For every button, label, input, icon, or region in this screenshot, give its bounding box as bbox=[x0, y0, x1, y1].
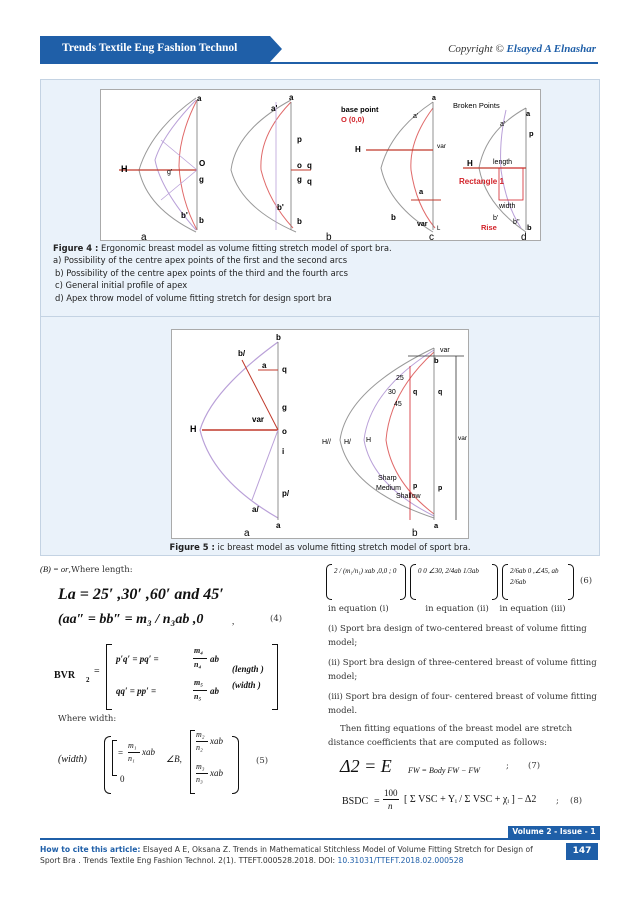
label-rectangle: Rectangle 1 bbox=[459, 177, 504, 186]
label-a-prime: a' bbox=[500, 121, 506, 128]
figure-4-caption bbox=[53, 242, 593, 304]
eq7-lhs: Δ2 = E bbox=[340, 756, 392, 776]
label-b-prime: b' bbox=[181, 211, 188, 220]
bvr-row1-term: ab bbox=[210, 654, 219, 664]
label-b: b bbox=[434, 356, 439, 365]
page-number: 147 bbox=[566, 843, 598, 860]
width-fraction-bar-3 bbox=[196, 773, 208, 774]
copyright bbox=[448, 43, 596, 55]
figure-5 bbox=[40, 316, 600, 556]
label-a: a bbox=[526, 109, 531, 118]
figure-5-label: Figure 5 : bbox=[169, 542, 215, 552]
equation-4-number: (4) bbox=[270, 614, 283, 624]
width-equation bbox=[40, 728, 300, 798]
equation-aa-comma: , bbox=[232, 616, 235, 626]
width-angle-B: ∠B, bbox=[166, 754, 182, 764]
intro-text: ,Where length: bbox=[68, 565, 133, 575]
panel-letter-a: a bbox=[141, 232, 147, 240]
label-L: L bbox=[437, 226, 441, 232]
eq8-semicolon: ; bbox=[556, 796, 559, 806]
width-fraction-bar-1 bbox=[128, 752, 140, 753]
bvr-row2-m: m₅ bbox=[194, 678, 204, 687]
eq6-brace-a-right bbox=[400, 564, 406, 600]
figure-4-drawing bbox=[101, 90, 540, 240]
eq7-subscript: FW = Body FW − FW bbox=[408, 766, 480, 775]
label-q: q bbox=[413, 389, 418, 396]
width-xab2: xab bbox=[210, 736, 223, 746]
figure-5-drawing bbox=[172, 330, 468, 538]
label-p: p bbox=[297, 135, 302, 144]
volume-badge: Volume 2 - Issue - 1 bbox=[508, 826, 600, 838]
label-broken-points: Broken Points bbox=[453, 101, 500, 110]
bvr-equals: = bbox=[94, 666, 100, 677]
label-H1: H/ bbox=[344, 439, 351, 446]
label-q: q bbox=[282, 365, 287, 374]
bvr-equation bbox=[54, 642, 304, 712]
label-a: a bbox=[289, 93, 294, 102]
eq7-semicolon: ; bbox=[506, 761, 509, 771]
label-b-prime: b/ bbox=[238, 349, 246, 358]
eq6-brace-b-right bbox=[492, 564, 498, 600]
eq6-part-a: 2 / (m₁/n₁) xab ,0,0 ; 0 bbox=[334, 567, 397, 575]
figure-5-caption bbox=[41, 541, 599, 553]
label-q2: q bbox=[438, 389, 443, 396]
bvr-width: (width ) bbox=[232, 680, 261, 690]
label-b-c: b bbox=[391, 213, 396, 222]
label-p: p bbox=[413, 483, 418, 490]
equation-8 bbox=[330, 786, 598, 820]
label-a-prime: a/ bbox=[252, 505, 259, 514]
label-a-prime: a' bbox=[271, 104, 278, 113]
in-equation-ii: in equation (ii) bbox=[425, 604, 489, 614]
label-origin: O (0,0) bbox=[341, 115, 365, 124]
bvr-row1: p′q′ = pq′ = bbox=[116, 654, 159, 664]
bvr-row2-n: n₅ bbox=[194, 692, 202, 701]
eq6-part-b: 0 0 ∠30, 2/4ab 1/3ab bbox=[418, 567, 479, 575]
figure-4-panel-a bbox=[119, 94, 205, 232]
label-45: 45 bbox=[394, 401, 402, 408]
label-o: o bbox=[297, 161, 302, 170]
figure-4-label: Figure 4 : bbox=[53, 243, 99, 253]
width-brace-right bbox=[232, 736, 239, 794]
in-equation-row bbox=[328, 602, 598, 616]
width-label: (width) bbox=[58, 754, 87, 765]
label-var2: var bbox=[417, 221, 428, 228]
figure-4-line-c: c) General initial profile of apex bbox=[55, 280, 188, 291]
label-b: b bbox=[276, 333, 281, 342]
label-p2: p bbox=[438, 485, 443, 492]
width-m2: m₂ bbox=[196, 730, 205, 739]
equation-5-number: (5) bbox=[256, 756, 269, 766]
width-brace-left bbox=[104, 736, 111, 794]
label-var: var bbox=[252, 415, 265, 424]
eq6-brace-c-left bbox=[502, 564, 508, 600]
label-a-c: a bbox=[419, 187, 424, 196]
equation-7 bbox=[330, 756, 598, 780]
bvr-row2-term: ab bbox=[210, 686, 219, 696]
label-b-dprime: b'' bbox=[513, 219, 520, 226]
width-equals: = bbox=[118, 748, 124, 758]
width-bracket-inner bbox=[112, 740, 117, 776]
width-n2: n₂ bbox=[196, 743, 203, 752]
label-a: a bbox=[434, 521, 439, 530]
label-a-prime: a' bbox=[413, 113, 419, 120]
eq8-fraction-bar bbox=[383, 799, 399, 800]
panel-letter-b: b bbox=[326, 232, 332, 240]
figure-4-line-d: d) Apex throw model of volume fitting stretch for design sport bra bbox=[55, 292, 332, 303]
eq6-brace-a-left bbox=[326, 564, 332, 600]
label-H: H bbox=[190, 424, 197, 434]
item-i: (i) Sport bra design of two-centered breast of volume fitting model; bbox=[328, 624, 587, 648]
label-H: H bbox=[355, 145, 361, 154]
citation-text: Elsayed A E, Oksana Z. Trends in Mathematical Stitchless Model of Volume Fitting Stretch for Design of Sport Bra . Trends Textile Eng Fashion Technol. 2(1). TTEFT.000528.2018. DOI: bbox=[40, 845, 533, 865]
bvr-subscript: 2 bbox=[86, 676, 90, 684]
label-shallow: Shallow bbox=[396, 493, 421, 500]
figure-5-title: ic breast model as volume fitting stretch model of sport bra. bbox=[217, 542, 471, 552]
equation-8-number: (8) bbox=[570, 796, 583, 806]
figure-4-panel-d bbox=[453, 101, 534, 232]
label-g-prime: g' bbox=[167, 169, 173, 176]
construct-line bbox=[252, 430, 278, 500]
eq6-brace-c-right bbox=[568, 564, 574, 600]
label-p: p bbox=[529, 129, 534, 138]
eq8-equals: = bbox=[374, 796, 380, 807]
eq8-frac-num: 100 bbox=[384, 788, 398, 798]
figure-4-panel-c bbox=[341, 95, 447, 232]
label-width: width bbox=[499, 203, 516, 210]
figure-5-panel-b bbox=[322, 347, 468, 530]
label-g: g bbox=[297, 175, 302, 184]
label-H: H bbox=[467, 159, 473, 168]
intro-equation: (B) = or bbox=[40, 564, 69, 574]
label-medium: Medium bbox=[376, 485, 401, 492]
figure-4-image bbox=[100, 89, 541, 241]
intro-line bbox=[40, 562, 133, 577]
bvr-row2: qq′ = pp′ = bbox=[116, 686, 157, 696]
panel-letter-b: b bbox=[412, 528, 418, 538]
label-g: g bbox=[282, 403, 287, 412]
figure-4 bbox=[40, 79, 600, 319]
label-i: i bbox=[282, 447, 285, 456]
panel-letter-c: c bbox=[429, 232, 434, 240]
label-var: var bbox=[440, 347, 450, 354]
where-width: Where width: bbox=[58, 714, 117, 724]
width-n3: n₃ bbox=[196, 775, 203, 784]
equation-6-number: (6) bbox=[580, 576, 593, 586]
equation-7-number: (7) bbox=[528, 761, 541, 771]
copyright-author: Elsayed A Elnashar bbox=[506, 43, 596, 55]
label-b-prime: b' bbox=[493, 215, 499, 222]
bvr-bracket-left bbox=[106, 644, 112, 710]
bvr-row1-m: m₄ bbox=[194, 646, 204, 655]
equation-6 bbox=[326, 562, 598, 602]
label-b: b bbox=[297, 217, 302, 226]
bvr-row2-fraction-bar bbox=[193, 690, 207, 691]
label-O: O bbox=[199, 159, 206, 168]
equation-La: La = 25′ ,30′ ,60′ and 45′ bbox=[58, 586, 224, 603]
width-fraction-bar-2 bbox=[196, 741, 208, 742]
label-a: a bbox=[432, 95, 436, 102]
label-rise: Rise bbox=[481, 223, 497, 232]
figure-5-image bbox=[171, 329, 469, 539]
arc bbox=[411, 108, 435, 228]
label-q2: q bbox=[307, 177, 312, 186]
label-p-prime: p/ bbox=[282, 489, 290, 498]
width-m3: m₃ bbox=[196, 762, 205, 771]
label-base-point: base point bbox=[341, 105, 379, 114]
figure-4-line-a: a) Possibility of the centre apex points of the first and the second arcs bbox=[53, 255, 348, 266]
in-equation-iii: in equation (iii) bbox=[499, 604, 566, 614]
eq8-lhs: BSDC bbox=[342, 796, 369, 807]
label-a: a bbox=[197, 94, 202, 103]
arc bbox=[381, 102, 433, 232]
bvr-row1-n: n₄ bbox=[194, 660, 202, 669]
eq8-frac-den: n bbox=[388, 801, 393, 811]
width-m1: m₁ bbox=[128, 741, 137, 750]
header-banner-tip bbox=[270, 36, 282, 62]
figure-4-line-b: b) Possibility of the centre apex points of the third and the fourth arcs bbox=[55, 267, 348, 278]
item-ii: (ii) Sport bra design of three-centered breast of volume fitting model; bbox=[328, 658, 597, 682]
label-H: H bbox=[366, 437, 372, 444]
citation-label: How to cite this article: bbox=[40, 845, 141, 854]
eq6-brace-b-left bbox=[410, 564, 416, 600]
doi-link[interactable]: 10.31031/TTEFT.2018.02.000528 bbox=[337, 856, 464, 865]
arc bbox=[155, 100, 196, 230]
label-b: b bbox=[527, 223, 532, 232]
eq6-part-c: 2/6ab 0 ,∠45, ab 2/6ab bbox=[510, 567, 559, 586]
width-xab: xab bbox=[142, 747, 155, 757]
in-equation-i: in equation (i) bbox=[328, 604, 389, 614]
width-xab3: xab bbox=[210, 768, 223, 778]
arc bbox=[231, 100, 296, 232]
label-o: o bbox=[282, 427, 287, 436]
label-a2: a bbox=[276, 521, 281, 530]
citation bbox=[40, 844, 550, 866]
panel-letter-a: a bbox=[244, 528, 250, 538]
label-b-prime: b' bbox=[277, 203, 284, 212]
equation-aa: (aa″ = bb″ = m₃ / n₃ab ,0 bbox=[58, 612, 204, 627]
figure-4-panel-b bbox=[231, 93, 312, 232]
label-var: var bbox=[437, 143, 447, 150]
then-paragraph: Then fitting equations of the breast model are stretch distance coefficients that are computed as follows: bbox=[328, 724, 573, 748]
footer-rule bbox=[40, 838, 600, 840]
journal-title: Trends Textile Eng Fashion Technol bbox=[62, 42, 238, 54]
label-25: 25 bbox=[396, 375, 404, 382]
label-a: a bbox=[262, 361, 267, 370]
width-bracket-right-group bbox=[190, 730, 195, 794]
label-H2: H// bbox=[322, 439, 331, 446]
label-length: length bbox=[493, 159, 513, 166]
label-var2: var bbox=[458, 435, 468, 442]
label-g: g bbox=[199, 175, 204, 184]
header-rule bbox=[40, 62, 598, 64]
label-H: H bbox=[121, 164, 128, 174]
bvr-bracket-right bbox=[272, 644, 278, 710]
label-b: b bbox=[199, 216, 204, 225]
bvr-length: (length ) bbox=[232, 664, 264, 674]
bvr-row1-fraction-bar bbox=[193, 658, 207, 659]
item-iii: (iii) Sport bra design of four- centered breast of volume fitting model. bbox=[328, 692, 597, 716]
label-q: q bbox=[307, 161, 312, 170]
label-30: 30 bbox=[388, 389, 396, 396]
figure-4-title: Ergonomic breast model as volume fitting stretch model of sport bra. bbox=[101, 243, 392, 253]
width-zero: 0 bbox=[120, 774, 125, 784]
label-sharp: Sharp bbox=[378, 475, 397, 482]
width-n1: n₁ bbox=[128, 754, 135, 763]
panel-letter-d: d bbox=[521, 232, 527, 240]
bvr-label: BVR bbox=[54, 670, 76, 681]
figure-5-panel-a bbox=[190, 333, 290, 530]
eq8-body: [ Σ VSC + Yᵢ / Σ VSC + χᵢ ] − Δ2 bbox=[404, 794, 537, 805]
copyright-prefix: Copyright © bbox=[448, 43, 504, 55]
